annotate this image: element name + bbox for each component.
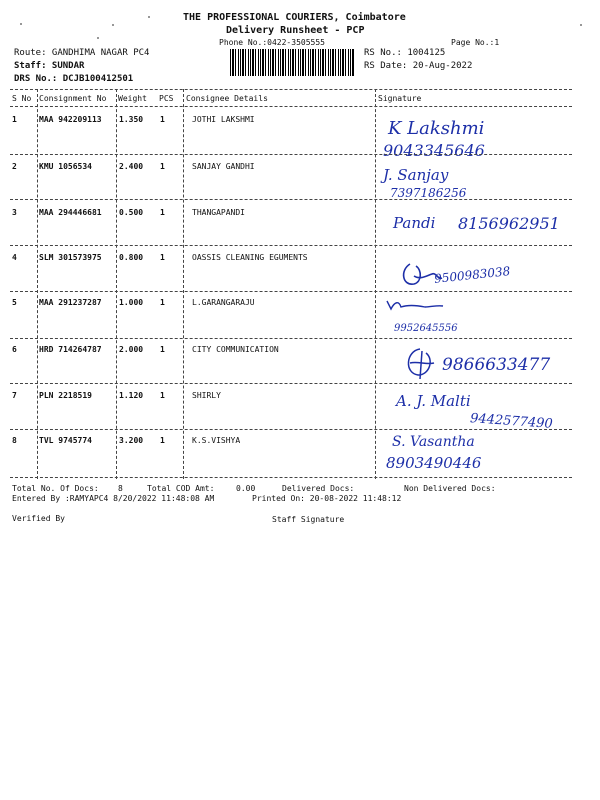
row-sign-phone: 9442577490 [469,411,554,432]
row-consignment: HRD 714264787 [39,345,102,354]
row-sign-name: J. Sanjay [383,166,449,184]
row-pcs: 1 [160,391,165,400]
row-sign-name: S. Vasantha [392,434,475,450]
printed-on: Printed On: 20-08-2022 11:48:12 [252,494,402,503]
row-sno: 5 [12,298,17,307]
table-bottom-rule [10,477,572,478]
row-consignee: THANGAPANDI [192,208,245,217]
row-pcs: 1 [160,345,165,354]
row-sign-phone: 8903490446 [386,454,482,472]
signature-scribble [385,295,445,313]
col-header-pcs: PCS [159,94,174,103]
cod-value: 0.00 [236,484,256,493]
cod-label: Total COD Amt: [147,484,215,493]
row-pcs: 1 [160,298,165,307]
row-pcs: 1 [160,208,165,217]
row-sign-name: K Lakshmi [388,118,485,139]
row-separator [10,383,572,384]
row-consignee: JOTHI LAKSHMI [192,115,255,124]
phone-number: Phone No.:0422-3505555 [219,38,325,47]
total-docs-value: 8 [118,484,123,493]
row-consignment: PLN 2218519 [39,391,92,400]
table-top-rule [10,89,572,90]
row-separator [10,291,572,292]
col-header-sno: S No [12,94,32,103]
row-weight: 3.200 [119,436,144,445]
row-weight: 1.000 [119,298,144,307]
row-sno: 7 [12,391,17,400]
row-sign-phone: 9500983038 [433,264,511,286]
row-sign-phone: 9043345646 [383,141,485,160]
col-header-consignment: Consignment No [39,94,107,103]
total-docs-label: Total No. Of Docs: [12,484,99,493]
row-pcs: 1 [160,253,165,262]
verified-by: Verified By [12,514,65,523]
row-separator [10,199,572,200]
col-divider [37,89,38,479]
route-label: Route: GANDHIMA NAGAR PC4 [14,48,150,58]
row-sno: 8 [12,436,17,445]
row-sign-phone: 9866633477 [442,355,551,375]
row-weight: 0.500 [119,208,144,217]
row-consignment: TVL 9745774 [39,436,92,445]
row-consignee: SANJAY GANDHI [192,162,255,171]
row-pcs: 1 [160,162,165,171]
row-weight: 1.350 [119,115,144,124]
row-sno: 1 [12,115,17,124]
col-header-signature: Signature [378,94,422,103]
row-consignment: SLM 301573975 [39,253,102,262]
row-separator [10,245,572,246]
row-consignee: L.GARANGARAJU [192,298,255,307]
row-separator [10,429,572,430]
company-name: THE PROFESSIONAL COURIERS, Coimbatore [183,12,406,23]
row-pcs: 1 [160,115,165,124]
staff-signature-label: Staff Signature [272,515,345,524]
col-divider [116,89,117,479]
row-weight: 2.400 [119,162,144,171]
signature-scribble [400,345,440,381]
drs-number: DRS No.: DCJB100412501 [14,74,134,84]
row-consignee: K.S.VISHYA [192,436,241,445]
staff-label: Staff: SUNDAR [14,61,85,71]
row-consignment: KMU 1056534 [39,162,92,171]
row-sign-name: Pandi [393,214,436,232]
non-delivered-label: Non Delivered Docs: [404,484,496,493]
col-header-consignee: Consignee Details [186,94,268,103]
row-sno: 6 [12,345,17,354]
row-consignee: OASSIS CLEANING EGUMENTS [192,253,308,262]
page-number: Page No.:1 [451,38,500,47]
table-header-rule [10,106,572,107]
row-consignment: MAA 942209113 [39,115,102,124]
row-sign-phone: 8156962951 [458,214,560,233]
row-weight: 1.120 [119,391,144,400]
row-sno: 4 [12,253,17,262]
row-consignment: MAA 291237287 [39,298,102,307]
rs-number: RS No.: 1004125 [364,48,446,58]
row-sign-phone: 9952645556 [394,323,458,334]
document-title: Delivery Runsheet - PCP [226,25,365,36]
row-separator [10,154,572,155]
row-pcs: 1 [160,436,165,445]
row-weight: 2.000 [119,345,144,354]
row-separator [10,338,572,339]
row-sno: 3 [12,208,17,217]
row-sno: 2 [12,162,17,171]
col-divider [375,89,376,479]
entered-by: Entered By :RAMYAPC4 8/20/2022 11:48:08 AM [12,494,215,503]
row-consignee: SHIRLY [192,391,221,400]
delivered-label: Delivered Docs: [282,484,355,493]
rs-date: RS Date: 20-Aug-2022 [364,61,473,71]
row-consignment: MAA 294446681 [39,208,102,217]
row-sign-phone: 7397186256 [390,186,467,200]
col-header-weight: Weight [118,94,147,103]
row-consignee: CITY COMMUNICATION [192,345,279,354]
col-divider [183,89,184,479]
row-sign-name: A. J. Malti [396,392,471,410]
barcode-image [230,49,355,76]
row-weight: 0.800 [119,253,144,262]
